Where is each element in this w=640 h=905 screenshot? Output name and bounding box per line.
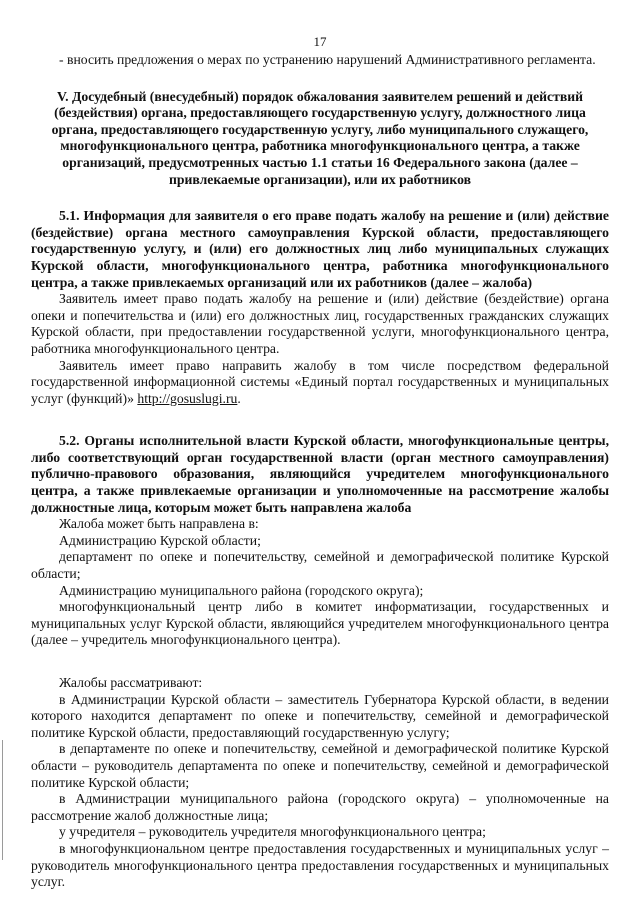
scan-edge-line [2, 740, 3, 860]
document-body [31, 52, 609, 891]
complaint-recipients-lead: Жалоба может быть направлена в: [59, 516, 259, 532]
list-item: Администрацию муниципального района (городского округа); [59, 582, 424, 598]
subsection-5-1-paragraph-2 [31, 358, 609, 408]
list-item: у учредителя – руководитель учредителя многофункционального центра; [59, 824, 486, 840]
list-item: в Администрации муниципального района (городского округа) – уполномоченные на рассмотрение жалоб должностные лица; [31, 791, 609, 823]
gosuslugi-link[interactable]: http://gosuslugi.ru [137, 390, 238, 406]
list-item: многофункциональный центр либо в комитет информатизации, государственных и муниципальных услуг Курской области, являющийся учредителем многофункционального центра (далее – учредитель многофункционального центра). [31, 599, 609, 648]
list-item: Администрацию Курской области; [59, 532, 261, 548]
list-item: в департаменте по опеке и попечительству, семейной и демографической политике Курской области – руководитель департамента по опеке и попечительству, семейной и демографической политике Курской области; [31, 741, 609, 790]
list-item: департамент по опеке и попечительству, семейной и демографической политике Курской области; [31, 549, 609, 582]
subsection-5-1-paragraph-1: Заявитель имеет право подать жалобу на решение и (или) действие (бездействие) органа опеки и попечительства и (или) его должностных лиц, государственных гражданских служащих Курской области, при предоставлении государственной услуги, многофункционального центра, работника многофункционального центра. [31, 291, 609, 356]
subsection-5-2-heading: 5.2. Органы исполнительной власти Курской области, многофункциональные центры, либо соответствующий орган государственной власти (орган местного самоуправления) публично-правового образования, являющийся учредителем многофункционального центра, а также привлекаемые организации и уполномоченные на рассмотрение жалобы должностные лица, которым может быть направлена жалоба [31, 433, 609, 515]
subsection-5-1-heading: 5.1. Информация для заявителя о его праве подать жалобу на решение и (или) действие (бездействие) органа местного самоуправления Курской области, предоставляющего государственную услугу, и (или) его должностных лиц либо муниципальных служащих Курской области, многофункционального центра, работника многофункционального центра, а также привлекаемых организаций или их работников (далее – жалоба) [31, 208, 609, 290]
section-v-title: V. Досудебный (внесудебный) порядок обжалования заявителем решений и действий (бездействия) органа, предоставляющего государственную услугу, должностного лица органа, предоставляющего государственную услугу, либо муниципального служащего, многофункционального центра, работника многофункционального центра, а также организаций, предусмотренных частью 1.1 статьи 16 Федерального закона (далее – привлекаемые организации), или их работников [51, 88, 589, 187]
page-number: 17 [313, 34, 327, 49]
intro-paragraph: - вносить предложения о мерах по устранению нарушений Административного регламента. [59, 52, 596, 67]
reviewers-lead: Жалобы рассматривают: [59, 675, 203, 690]
paragraph-2-end: . [237, 390, 241, 406]
list-item: в Администрации Курской области – заместитель Губернатора Курской области, в ведении которого находится департамент по опеке и попечительству, семейной и демографической политике Курской области, предоставляющий государственную услугу; [31, 691, 609, 740]
paragraph-2-text: Заявитель имеет право направить жалобу в том числе посредством федеральной государственной информационной системы «Единый портал государственных и муниципальных услуг (функций)» [31, 357, 609, 406]
list-item: в многофункциональном центре предоставления государственных и муниципальных услуг – руководитель многофункционального центра предоставления государственных и муниципальных услуг. [31, 840, 609, 890]
